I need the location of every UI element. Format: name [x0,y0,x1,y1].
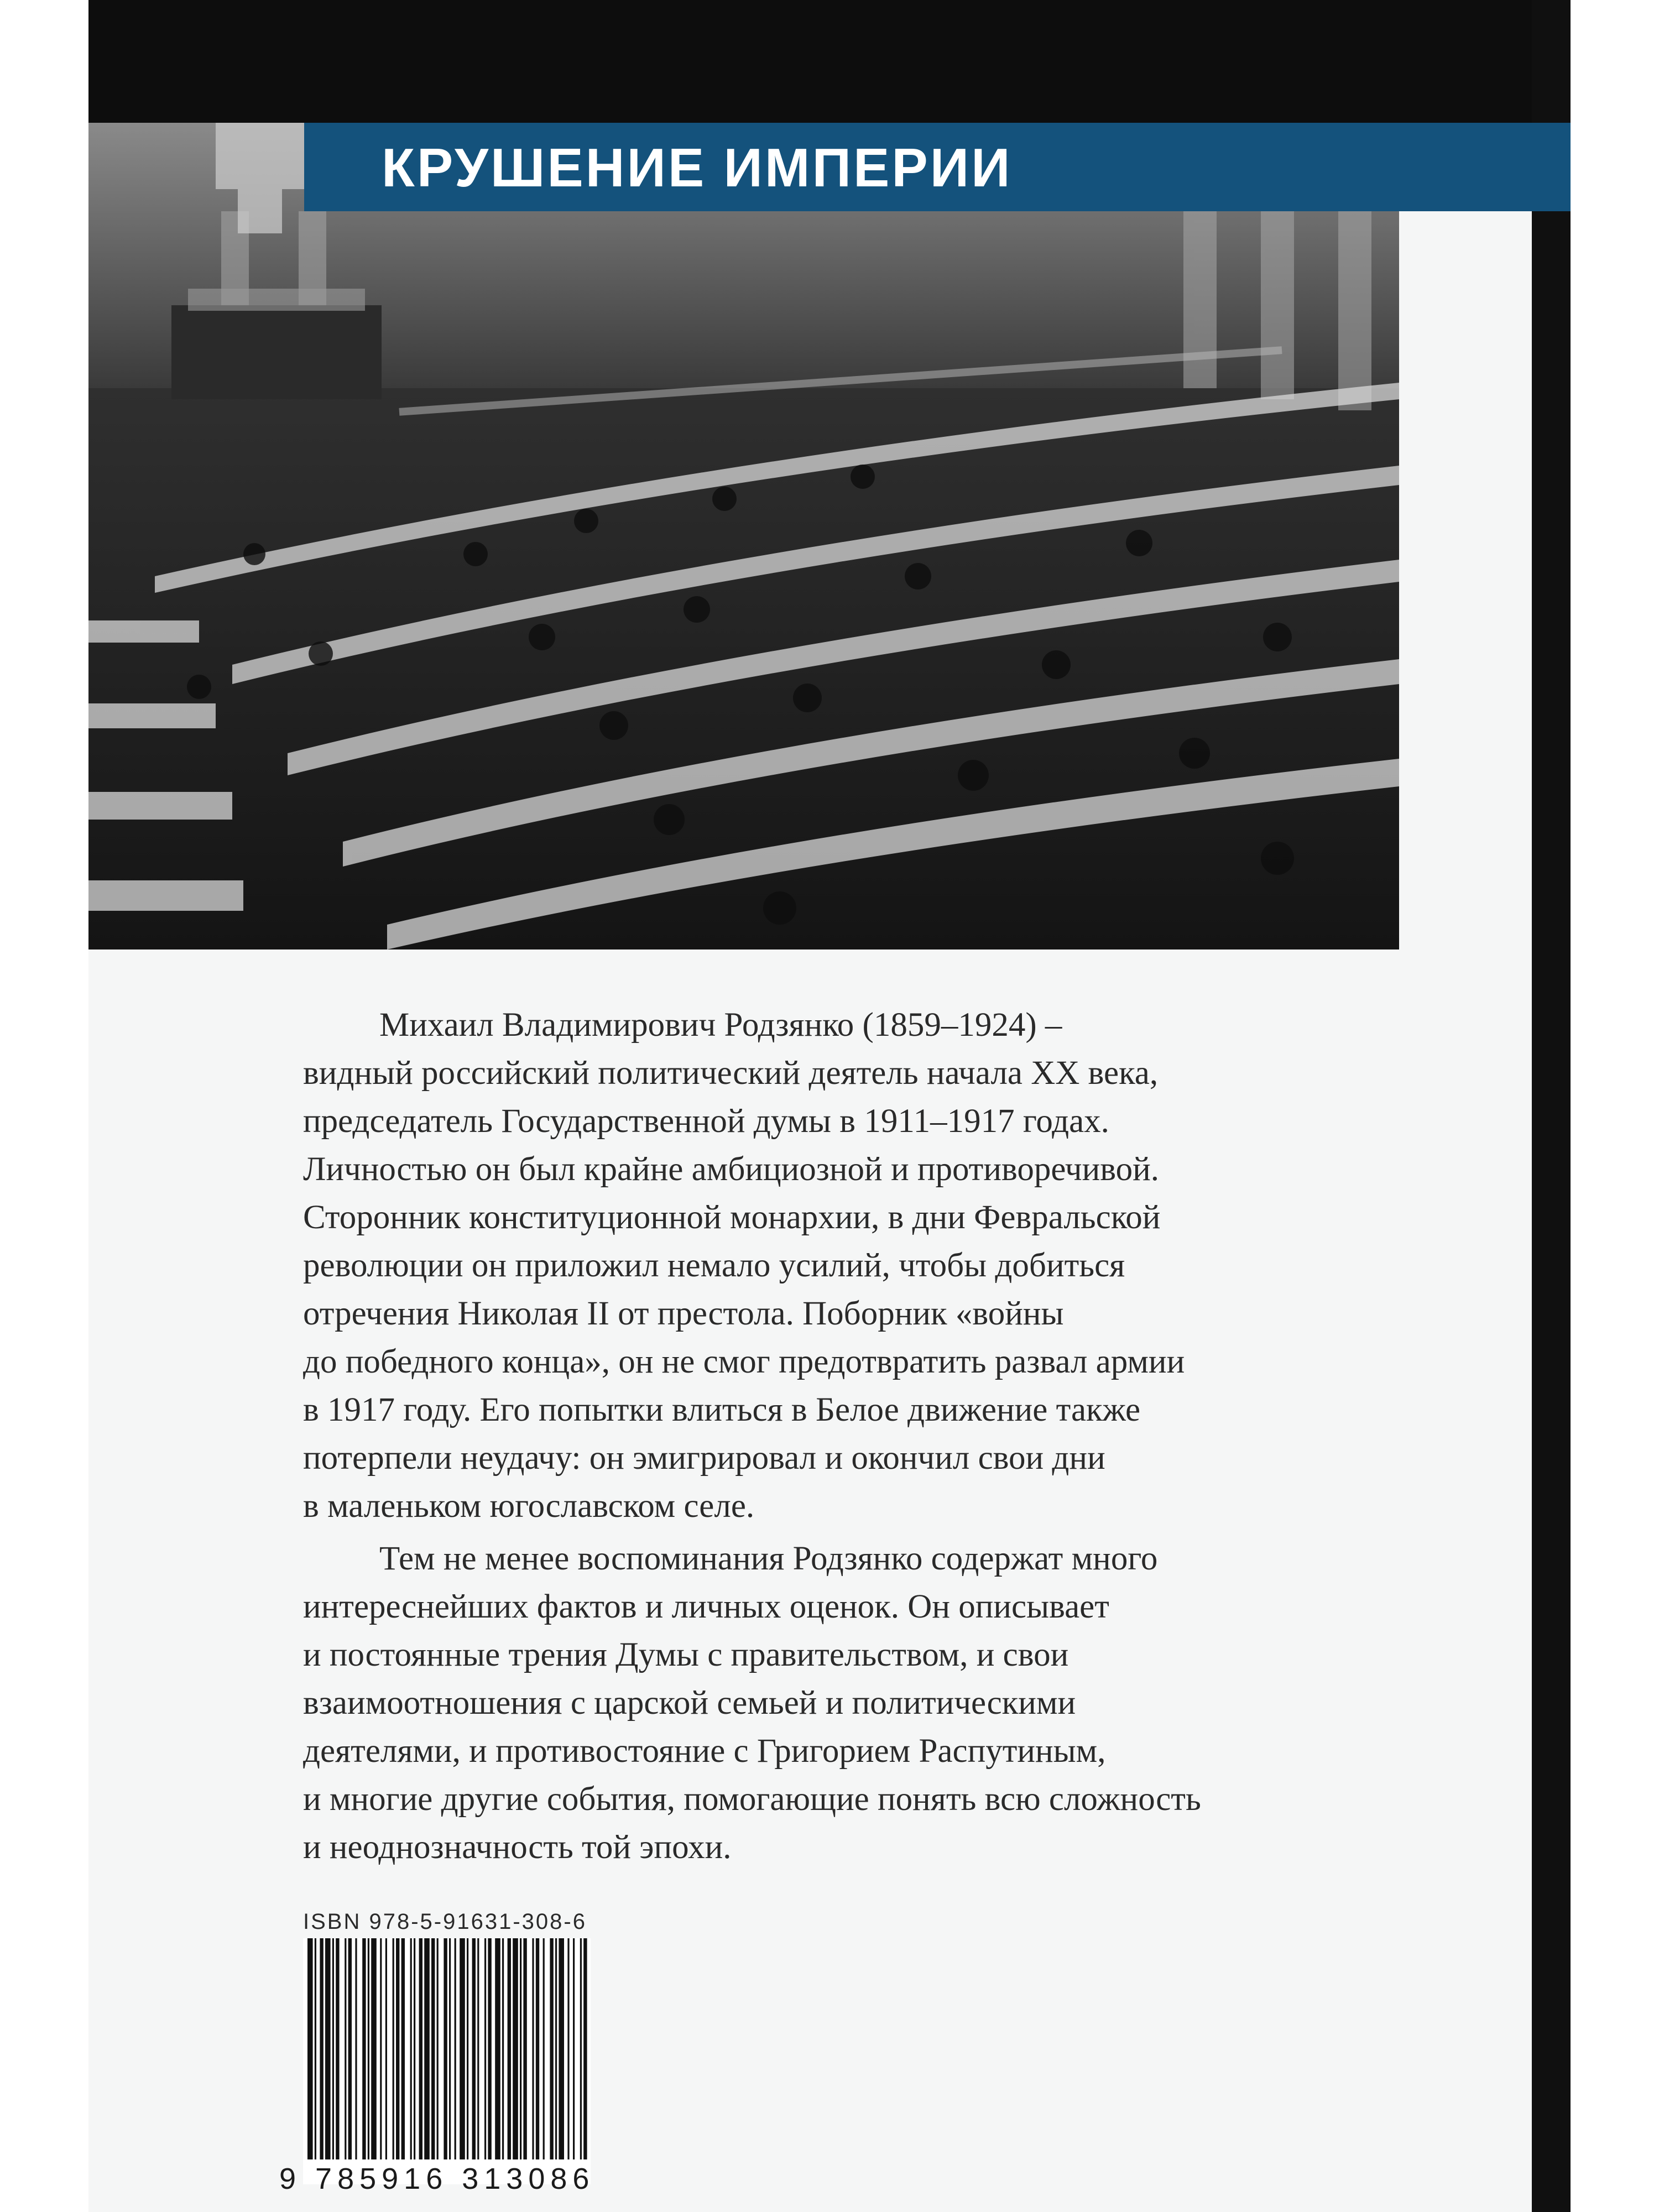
barcode-bar [555,1938,557,2159]
blurb-line: видный российский политический деятель начала XX века, [303,1055,1159,1092]
barcode-bar [380,1938,382,2159]
barcode-bar [437,1938,439,2159]
barcode-bar [523,1938,526,2159]
barcode-bar [362,1938,366,2159]
barcode-bar [332,1938,334,2159]
barcode-bar [444,1938,447,2159]
blurb-line: Тем не менее воспоминания Родзянко содержат много [379,1540,1158,1577]
barcode-bar [345,1938,346,2159]
barcode-bar [410,1938,412,2159]
blurb-line: Сторонник конституционной монархии, в дни Февральской [303,1199,1161,1236]
isbn-label: ISBN 978-5-91631-308-6 [303,1910,587,1934]
barcode [303,1938,591,2184]
cover-right-edge [1532,0,1571,2212]
barcode-bar [513,1938,518,2159]
barcode-digits: 9 785916 313086 [279,2162,595,2195]
barcode-bar [336,1938,339,2159]
barcode-bar [559,1938,564,2159]
blurb-line: и неоднозначность той эпохи. [303,1829,732,1866]
blurb-line: Личностью он был крайне амбициозной и противоречивой. [303,1151,1160,1188]
barcode-bar [580,1938,582,2159]
barcode-bar [532,1938,534,2159]
barcode-bar [472,1938,476,2159]
barcode-bar [573,1938,575,2159]
barcode-bar [315,1938,316,2159]
blurb [303,1001,1387,1871]
blurb-line: в маленьком югославском селе. [303,1488,755,1525]
barcode-bar [520,1938,521,2159]
paragraph-gap [303,1530,1387,1535]
barcode-bar [307,1938,313,2159]
barcode-bar [550,1938,553,2159]
barcode-bar [508,1938,511,2159]
barcode-bar [484,1938,486,2159]
blurb-line: отречения Николая II от престола. Поборник «войны [303,1295,1064,1332]
blurb-line: потерпели неудачу: он эмигрировал и окончил свои дни [303,1439,1105,1477]
barcode-bar [320,1938,323,2159]
duma-chamber-photo [88,123,1399,950]
series-title: КРУШЕНИЕ ИМПЕРИИ [382,137,1013,198]
barcode-bar [502,1938,504,2159]
barcode-bar [455,1938,456,2159]
barcode-bar [401,1938,405,2159]
blurb-line: и многие другие события, помогающие понять всю сложность [303,1781,1201,1818]
blurb-line: интереснейших фактов и личных оценок. Он описывает [303,1588,1109,1625]
barcode-bar [488,1938,491,2159]
blurb-line: в 1917 году. Его попытки влиться в Белое движение также [303,1391,1141,1428]
barcode-bar [477,1938,479,2159]
barcode-bar [449,1938,451,2159]
blurb-line: деятелями, и противостояние с Григорием Распутиным, [303,1733,1106,1770]
blurb-line: Михаил Владимирович Родзянко (1859–1924) – [379,1006,1062,1044]
barcode-bar [431,1938,435,2159]
barcode-bar [495,1938,500,2159]
blurb-line: революции он приложил немало усилий, чтобы добиться [303,1247,1125,1284]
barcode-bar [460,1938,465,2159]
blurb-line: председатель Государственной думы в 1911–1917 годах. [303,1103,1109,1140]
barcode-bar [424,1938,430,2159]
barcode-bar [583,1938,587,2159]
barcode-bar [414,1938,415,2159]
barcode-bar [325,1938,331,2159]
barcode-bar [371,1938,377,2159]
barcode-bar [567,1938,569,2159]
barcode-bars [303,1938,591,2159]
barcode-bar [396,1938,399,2159]
barcode-bar [543,1938,545,2159]
barcode-bar [419,1938,422,2159]
barcode-bar [467,1938,468,2159]
barcode-bar [368,1938,369,2159]
blurb-line: и постоянные трения Думы с правительством, и свои [303,1636,1069,1673]
barcode-bar [393,1938,394,2159]
blurb-line: взаимоотношения с царской семьей и политическими [303,1684,1076,1721]
barcode-bar [355,1938,357,2159]
barcode-bar [348,1938,352,2159]
barcode-bar [385,1938,387,2159]
barcode-bar [536,1938,539,2159]
blurb-line: до победного конца», он не смог предотвратить развал армии [303,1343,1185,1380]
top-dark-band [88,0,1571,123]
